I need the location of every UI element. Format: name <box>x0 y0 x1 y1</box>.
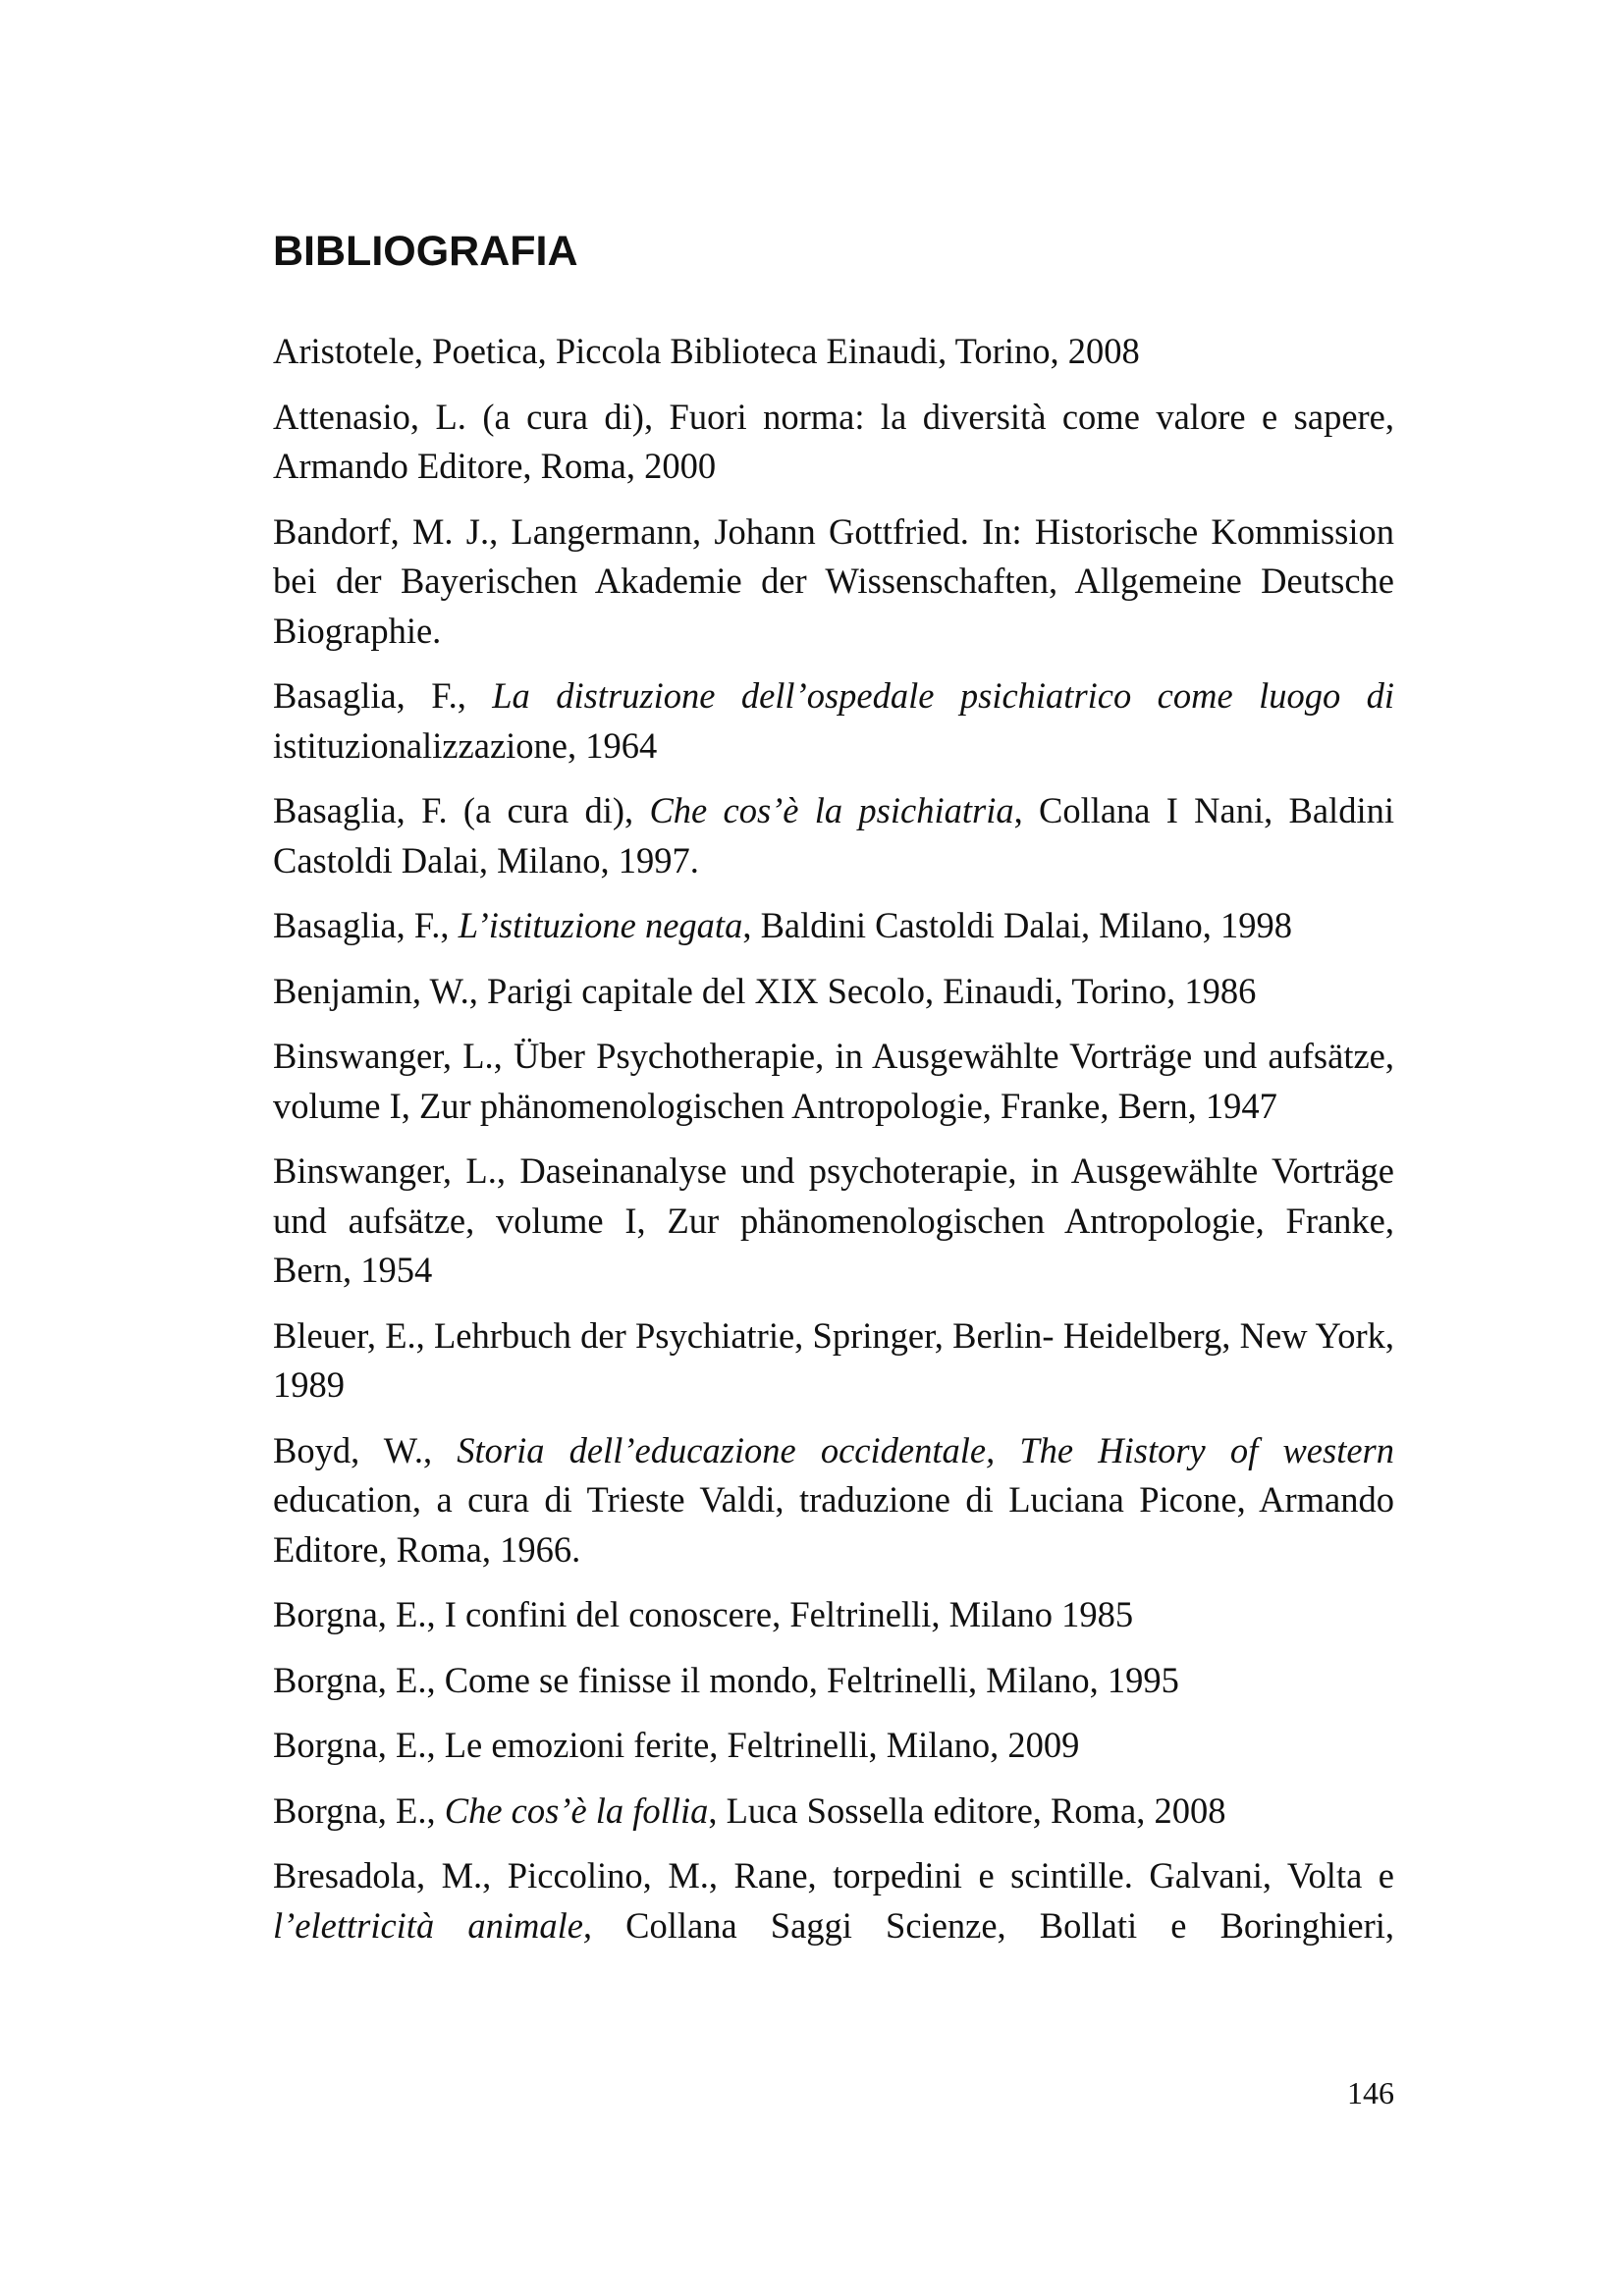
bibliography-entry: Borgna, E., I confini del conoscere, Feltrinelli, Milano 1985 <box>273 1594 1134 1634</box>
bibliography-entry: Bleuer, E., Lehrbuch der Psychiatrie, Springer, Berlin- Heidelberg, New York, 1989 <box>273 1314 1394 1405</box>
page-heading: BIBLIOGRAFIA <box>273 228 578 275</box>
bibliography-entry: Benjamin, W., Parigi capitale del XIX Secolo, Einaudi, Torino, 1986 <box>273 970 1257 1011</box>
bibliography-entry: Borgna, E., Che cos’è la follia, Luca Sossella editore, Roma, 2008 <box>273 1789 1226 1831</box>
bibliography-entry: Aristotele, Poetica, Piccola Biblioteca Einaudi, Torino, 2008 <box>273 331 1140 371</box>
bibliography-entry: Binswanger, L., Über Psychotherapie, in Ausgewählte Vorträge und aufsätze, volume I, Zur phänomenologischen Antropologie, Franke, Bern, 1947 <box>273 1036 1394 1126</box>
bibliography-entry: Bandorf, M. J., Langermann, Johann Gottfried. In: Historische Kommission bei der Bayerischen Akademie der Wissenschaften, Allgemeine Deutsche Biographie. <box>273 510 1394 651</box>
bibliography-entry: Boyd, W., Storia dell’educazione occidentale, The History of western education, a cura di Trieste Valdi, traduzione di Luciana Picone, Armando Editore, Roma, 1966. <box>273 1429 1394 1570</box>
bibliography-entry: Basaglia, F., L’istituzione negata, Baldini Castoldi Dalai, Milano, 1998 <box>273 905 1292 945</box>
bibliography-entry: Bresadola, M., Piccolino, M., Rane, torpedini e scintille. Galvani, Volta e l’elettricità animale, Collana Saggi Scienze, Bollati e Boringhieri, <box>273 1855 1394 1946</box>
bibliography-entry: Borgna, E., Come se finisse il mondo, Feltrinelli, Milano, 1995 <box>273 1659 1179 1700</box>
page-number: 146 <box>1347 2075 1394 2110</box>
bibliography-entry: Attenasio, L. (a cura di), Fuori norma: la diversità come valore e sapere, Armando Editore, Roma, 2000 <box>273 396 1394 486</box>
bibliography-entry: Basaglia, F., La distruzione dell’ospedale psichiatrico come luogo di istituzionalizzazione, 1964 <box>273 675 1394 766</box>
bibliography-entry: Basaglia, F. (a cura di), Che cos’è la psichiatria, Collana I Nani, Baldini Castoldi Dalai, Milano, 1997. <box>273 790 1394 881</box>
bibliography-entry: Binswanger, L., Daseinanalyse und psychoterapie, in Ausgewählte Vorträge und aufsätze, volume I, Zur phänomenologischen Antropologie, Franke, Bern, 1954 <box>273 1150 1394 1290</box>
bibliography-list <box>273 327 1394 1966</box>
bibliography-entry: Borgna, E., Le emozioni ferite, Feltrinelli, Milano, 2009 <box>273 1725 1080 1765</box>
